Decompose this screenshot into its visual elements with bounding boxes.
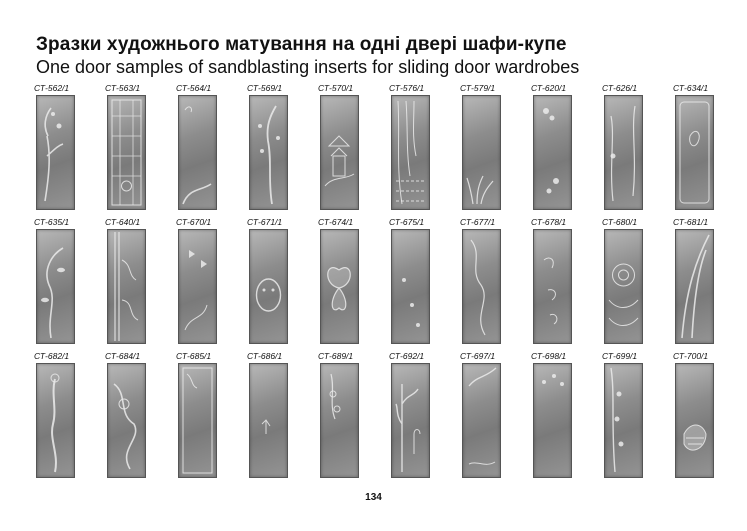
large-butterfly-icon (320, 229, 359, 344)
sample-code: СТ-564/1 (176, 83, 212, 93)
sample-code: СТ-634/1 (673, 83, 709, 93)
corner-branch-icon (462, 363, 501, 478)
sample-code: СТ-686/1 (247, 351, 283, 361)
sample-code: СТ-570/1 (318, 83, 354, 93)
sample-code: СТ-689/1 (318, 351, 354, 361)
sample-code: СТ-698/1 (531, 351, 567, 361)
page-title-ukrainian: Зразки художнього матування на одні двері шафи-купе (36, 34, 567, 55)
tree-branch-icon (36, 95, 75, 210)
column-vine-icon (107, 229, 146, 344)
framed-flower-icon (675, 95, 714, 210)
sample-item (318, 83, 389, 216)
sample-item (318, 351, 389, 484)
sample-item (34, 351, 105, 484)
sample-item (673, 217, 744, 350)
sample-code: СТ-699/1 (602, 351, 638, 361)
sample-code: СТ-684/1 (105, 351, 141, 361)
sample-code: СТ-681/1 (673, 217, 709, 227)
sample-code: СТ-692/1 (389, 351, 425, 361)
floral-border-icon (604, 95, 643, 210)
sample-code: СТ-563/1 (105, 83, 141, 93)
tiger-icon (675, 363, 714, 478)
page-number: 134 (365, 492, 382, 503)
grass-tuft-icon (462, 95, 501, 210)
small-flowers-icon (391, 229, 430, 344)
sample-item (105, 83, 176, 216)
sample-item (247, 217, 318, 350)
flower-sprigs-icon (533, 95, 572, 210)
sample-item (247, 351, 318, 484)
pagoda-landscape-icon (320, 95, 359, 210)
sample-code: СТ-697/1 (460, 351, 496, 361)
page-title-english: One door samples of sandblasting inserts for sliding door wardrobes (36, 57, 580, 77)
sample-item (318, 217, 389, 350)
sample-item (389, 83, 460, 216)
curling-vine-icon (36, 229, 75, 344)
butterflies-swirl-icon (178, 229, 217, 344)
sample-item (176, 351, 247, 484)
corner-swirl-icon (178, 95, 217, 210)
blossom-tree-icon (249, 95, 288, 210)
sample-code: СТ-562/1 (34, 83, 70, 93)
frame-border-icon (178, 363, 217, 478)
sample-item (389, 217, 460, 350)
sample-item (460, 217, 531, 350)
sample-code: СТ-680/1 (602, 217, 638, 227)
mandala-icon (604, 229, 643, 344)
sample-item (602, 217, 673, 350)
sample-code: СТ-579/1 (460, 83, 496, 93)
sample-grid (34, 83, 744, 484)
sample-item (105, 217, 176, 350)
sample-item (602, 83, 673, 216)
sample-code: СТ-576/1 (389, 83, 425, 93)
sample-code: СТ-677/1 (460, 217, 496, 227)
sample-item (34, 83, 105, 216)
sample-code: СТ-670/1 (176, 217, 212, 227)
sample-item (531, 83, 602, 216)
willow-stone-wall-icon (391, 95, 430, 210)
sample-item (176, 217, 247, 350)
sample-code: СТ-685/1 (176, 351, 212, 361)
sample-code: СТ-678/1 (531, 217, 567, 227)
sample-code: СТ-682/1 (34, 351, 70, 361)
sample-code: СТ-671/1 (247, 217, 283, 227)
orchid-icon (320, 363, 359, 478)
small-sprig-icon (249, 363, 288, 478)
sample-item (673, 351, 744, 484)
sample-code: СТ-675/1 (389, 217, 425, 227)
sample-item (34, 217, 105, 350)
sample-item (105, 351, 176, 484)
sample-item (389, 351, 460, 484)
sample-code: СТ-674/1 (318, 217, 354, 227)
vine-scroll-icon (462, 229, 501, 344)
sample-code: СТ-569/1 (247, 83, 283, 93)
sample-item (531, 217, 602, 350)
sample-item (176, 83, 247, 216)
sample-code: СТ-620/1 (531, 83, 567, 93)
woman-figure-icon (36, 363, 75, 478)
lion-icon (249, 229, 288, 344)
sample-item (531, 351, 602, 484)
ornate-figure-icon (107, 363, 146, 478)
sample-item (602, 351, 673, 484)
sweeping-leaves-icon (675, 229, 714, 344)
sample-item (460, 351, 531, 484)
stained-glass-lattice-icon (107, 95, 146, 210)
hanging-vine-icon (604, 363, 643, 478)
sample-code: СТ-700/1 (673, 351, 709, 361)
sample-code: СТ-626/1 (602, 83, 638, 93)
sample-item (247, 83, 318, 216)
sample-item (460, 83, 531, 216)
heron-tree-icon (391, 363, 430, 478)
scattered-leaves-icon (533, 363, 572, 478)
sample-item (673, 83, 744, 216)
sample-code: СТ-635/1 (34, 217, 70, 227)
sample-code: СТ-640/1 (105, 217, 141, 227)
leaf-cluster-icon (533, 229, 572, 344)
